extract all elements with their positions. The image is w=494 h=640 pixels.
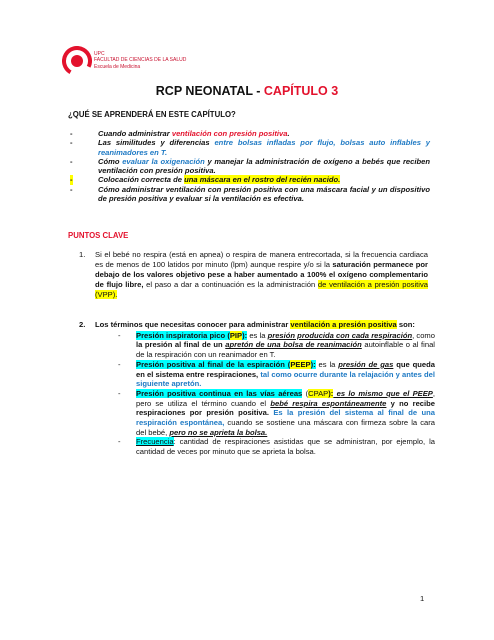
objective-item: - Cómo administrar ventilación con presión positiva con una máscara facial y un dispositivo de presión positiva y evaluar si la ventilación es efectiva. xyxy=(70,184,430,204)
faculty-logo-text xyxy=(94,51,186,70)
logo-line-faculty: FACULTAD DE CIENCIAS DE LA SALUD xyxy=(94,57,187,64)
point-number: 2. xyxy=(79,320,86,329)
objective-item: - Colocación correcta de una máscara en el rostro del recién nacido. xyxy=(70,175,341,185)
page-title xyxy=(0,84,494,98)
logo-line-upc: UPC xyxy=(94,51,105,57)
title-chapter: CAPÍTULO 3 xyxy=(263,84,339,98)
terms-intro: Los términos que necesitas conocer para administrar ventilación a presión positiva son: xyxy=(95,320,415,329)
page-number: 1 xyxy=(420,594,425,603)
key-points-heading: PUNTOS CLAVE xyxy=(68,231,129,240)
key-point-2 xyxy=(79,320,436,457)
terms-list xyxy=(95,331,435,457)
objective-item: - Las similitudes y diferencias entre bolsas infladas por flujo, bolsas auto inflables y reanimadores en T. xyxy=(70,138,430,157)
section-question-heading: ¿QUÉ SE APRENDERÁ EN ESTE CAPÍTULO? xyxy=(68,110,236,119)
title-main: RCP NEONATAL - xyxy=(155,84,264,98)
upc-logo-icon xyxy=(62,46,92,76)
term-pip: - Presión inspiratoria pico (PIP): es la presión producida con cada respiración, como la presión al final de un apretón de una bolsa de reanimación autoinflable o al final de la respiración con un reanimador en T. xyxy=(118,330,435,360)
term-cpap: - Presión positiva continua en las vías aéreas (CPAP): es lo mismo que el PEEP, pero se utiliza el término cuando el bebé respira espontáneamente y no recibe respiraciones por presión positiva. Es la presión del sistema al final de una respiración espontánea, cuando se sostiene una máscara con firmeza sobre la cara del bebé, pero no se aprieta la bolsa. xyxy=(118,388,436,437)
term-peep: - Presión positiva al final de la espiración (PEEP): es la presión de gas que queda en el sistema entre respiraciones, tal como ocurre durante la relajación y antes del siguiente apretón. xyxy=(118,359,435,389)
term-frecuencia: - Frecuencia: cantidad de respiraciones asistidas que se administran, por ejemplo, la cantidad de veces por minuto que se aprieta la bolsa. xyxy=(118,437,435,457)
objective-item: - Cuando administrar ventilación con presión positiva. xyxy=(70,129,290,138)
objective-item: - Cómo evaluar la oxigenación y manejar la administración de oxígeno a bebés que reciben ventilación con presión positiva. xyxy=(70,156,430,176)
point-number: 1. xyxy=(79,250,86,259)
key-point-1: 1. Si el bebé no respira (está en apnea) o respira de manera entrecortada, si la frecuencia cardiaca es de menos de 100 latidos por minuto (lpm) aunque respire y/o si la saturación permanece por debajo de los valores objetivo pese a haber aumentado a 100% el oxígeno complementario de flujo libre, el paso a dar a continuación es la administración de ventilación a presión positiva (VPP). xyxy=(79,250,428,299)
logo-line-school: Escuela de Medicina xyxy=(94,63,141,70)
objectives-list xyxy=(70,129,430,203)
